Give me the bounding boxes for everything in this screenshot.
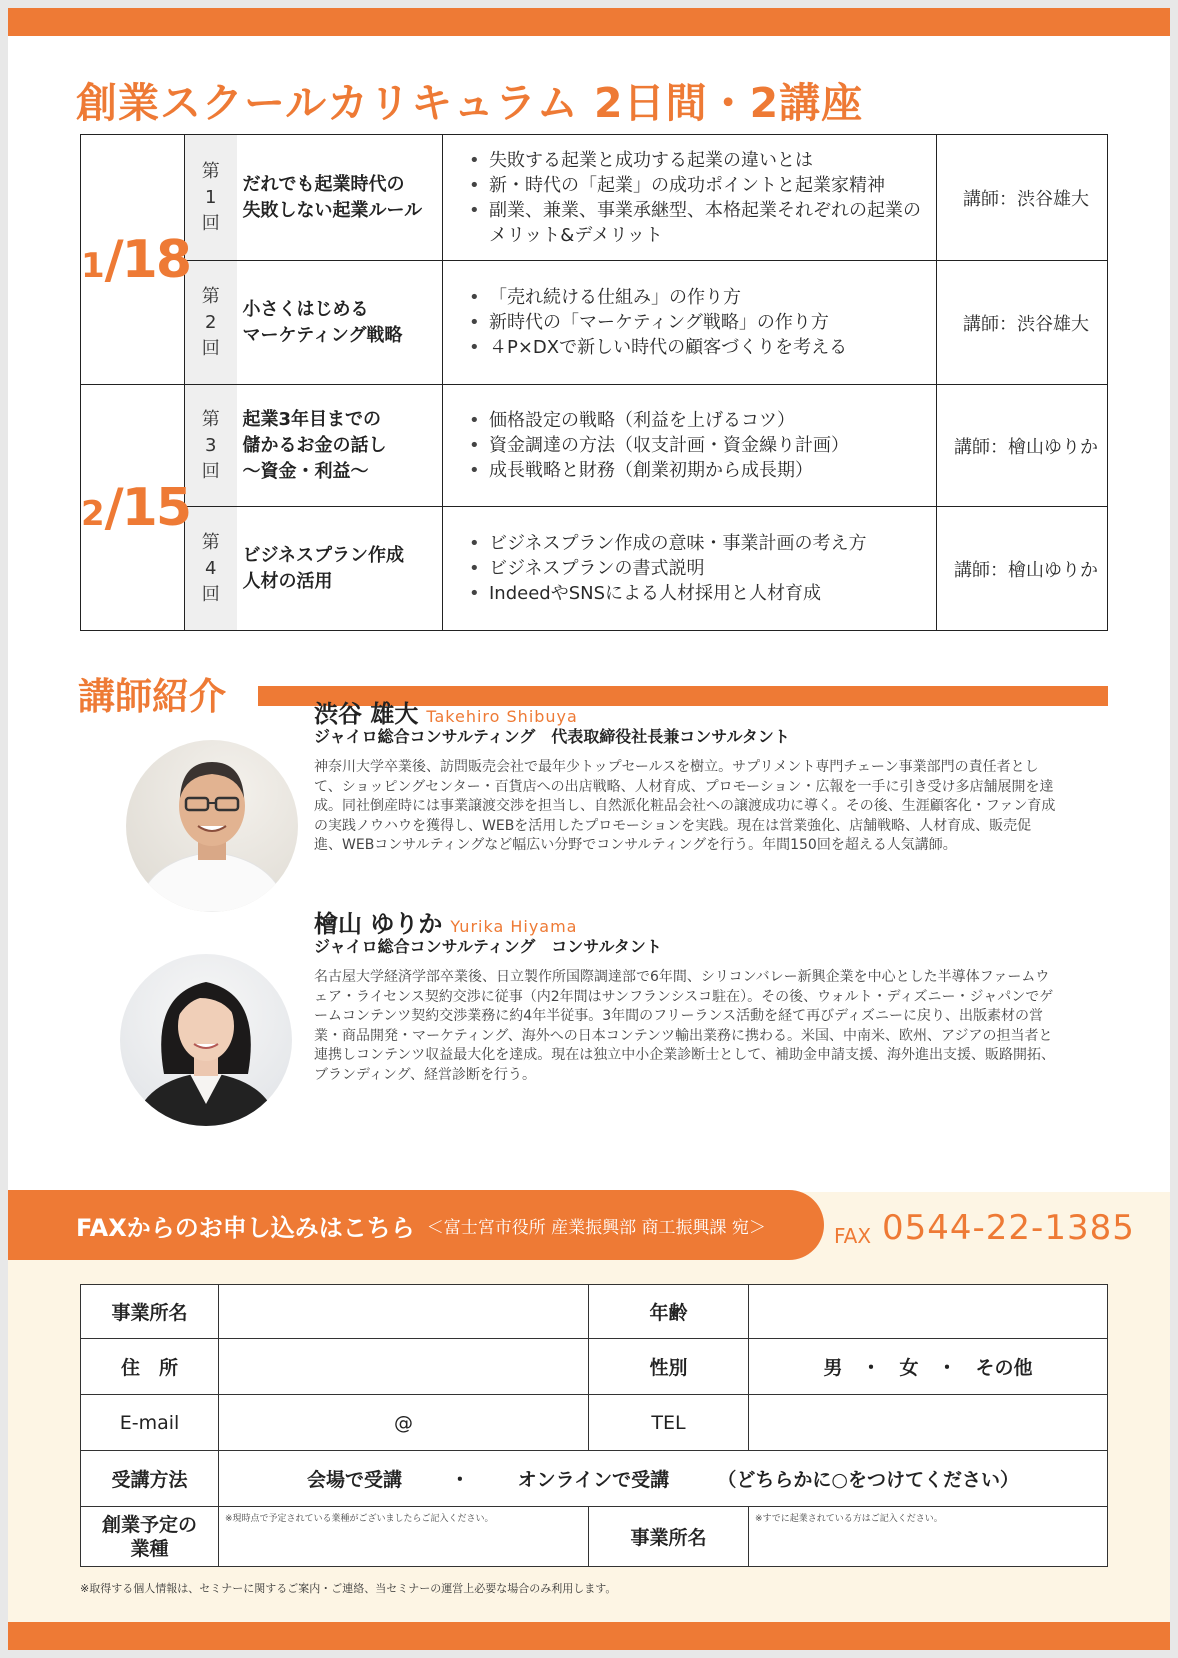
method-separator: ・ xyxy=(450,1469,470,1491)
gender-options[interactable]: 男 ・ 女 ・ その他 xyxy=(749,1339,1108,1395)
method-label: 受講方法 xyxy=(81,1451,219,1507)
session-title: だれでも起業時代の 失敗しない起業ルール xyxy=(237,135,443,261)
fax-number: 0544-22-1385 xyxy=(882,1208,1135,1248)
instructor-name: 渋谷 雄大 Takehiro Shibuya xyxy=(314,700,578,728)
company2-field[interactable] xyxy=(749,1507,1108,1567)
session-topics xyxy=(443,261,937,385)
instructor-name: 檜山 ゆりか Yurika Hiyama xyxy=(314,910,578,938)
age-label: 年齢 xyxy=(589,1285,749,1339)
industry-field[interactable] xyxy=(219,1507,589,1567)
address-label: 住 所 xyxy=(81,1339,219,1395)
topic-item: • 新時代の「マーケティング戦略」の作り方 xyxy=(469,310,936,335)
address-field[interactable] xyxy=(219,1339,589,1395)
topic-item: • 「売れ続ける仕組み」の作り方 xyxy=(469,285,936,310)
company2-note: ※すでに起業されている方はご記入ください。 xyxy=(755,1514,943,1524)
form-row xyxy=(81,1451,1108,1507)
instructor-photo xyxy=(126,740,298,912)
session-date: 2/15 xyxy=(81,385,185,631)
session-number: 第 4 回 xyxy=(185,507,237,631)
tel-field[interactable] xyxy=(749,1395,1108,1451)
session-number: 第 2 回 xyxy=(185,261,237,385)
topic-item: • 資金調達の方法（収支計画・資金繰り計画） xyxy=(469,433,936,458)
method-venue[interactable]: 会場で受講 xyxy=(307,1469,403,1491)
session-lecturer: 講師：渋谷雄大 xyxy=(937,135,1108,261)
session-topics xyxy=(443,507,937,631)
company-label: 事業所名 xyxy=(81,1285,219,1339)
topic-item: • 価格設定の戦略（利益を上げるコツ） xyxy=(469,408,936,433)
session-title: 起業3年目までの 儲かるお金の話し 〜資金・利益〜 xyxy=(237,385,443,507)
fax-label: FAX xyxy=(834,1224,872,1248)
company-field[interactable] xyxy=(219,1285,589,1339)
form-row xyxy=(81,1507,1108,1567)
topic-item: • ４P×DXで新しい時代の顧客づくりを考える xyxy=(469,335,936,360)
fax-banner-title: FAXからのお申し込みはこちら xyxy=(76,1213,415,1242)
session-date: 1/18 xyxy=(81,135,185,385)
instructor-company: ジャイロ総合コンサルティング コンサルタント xyxy=(314,937,662,956)
industry-note: ※現時点で予定されている業種がございましたらご記入ください。 xyxy=(225,1514,494,1524)
top-accent-bar xyxy=(8,8,1170,36)
instructor-romaji: Takehiro Shibuya xyxy=(426,707,578,726)
form-row xyxy=(81,1285,1108,1339)
company2-label: 事業所名 xyxy=(589,1507,749,1567)
session-row xyxy=(81,261,1108,385)
topic-item: • 副業、兼業、事業承継型、本格起業それぞれの起業のメリット&デメリット xyxy=(469,198,936,248)
age-field[interactable] xyxy=(749,1285,1108,1339)
topic-item: • IndeedやSNSによる人材採用と人材育成 xyxy=(469,581,936,606)
gender-label: 性別 xyxy=(589,1339,749,1395)
industry-label: 創業予定の 業種 xyxy=(81,1507,219,1567)
email-field[interactable]: @ xyxy=(219,1395,589,1451)
session-row xyxy=(81,385,1108,507)
topic-item: • 失敗する起業と成功する起業の違いとは xyxy=(469,148,936,173)
instructor-bio: 名古屋大学経済学部卒業後、日立製作所国際調達部で6年間、シリコンバレー新興企業を中心とした半導体ファームウェア・ライセンス契約交渉に従事（内2年間はサンフランシスコ駐在）。その後、ウォルト・ディズニー・ジャパンでゲームコンテンツ契約交渉業務に約4年半従事。3年間のフリーランス活動を経て再びディズニーに戻り、出版素材の営業・商品開発・マーケティング、海外への日本コンテンツ輸出業務に携わる。米国、中南米、欧州、アジアの担当者と連携しコンテンツ収益最大化を達成。現在は独立中小企業診断士として、補助金申請支援、海外進出支援、販路開拓、ブランディング、経営診断を行う。 xyxy=(314,969,1056,1083)
bottom-accent-bar xyxy=(8,1622,1170,1650)
session-title: 小さくはじめる マーケティング戦略 xyxy=(237,261,443,385)
page-title: 創業スクールカリキュラム 2日間・2講座 xyxy=(76,79,864,127)
instructors-heading: 講師紹介 xyxy=(78,675,226,718)
session-title: ビジネスプラン作成 人材の活用 xyxy=(237,507,443,631)
application-form xyxy=(80,1284,1108,1567)
form-row xyxy=(81,1339,1108,1395)
method-note: （どちらかに○をつけてください） xyxy=(717,1469,1019,1491)
instructor-romaji: Yurika Hiyama xyxy=(450,917,578,936)
session-topics xyxy=(443,385,937,507)
session-topics xyxy=(443,135,937,261)
instructor-bio: 神奈川大学卒業後、訪問販売会社で最年少トップセールスを樹立。サプリメント専門チェーン事業部門の責任者として、ショッピングセンター・百貨店への出店戦略、人材育成、プロモーション・広報を一手に引き受け多店舗展開を達成。同社倒産時には事業譲渡交渉を担当し、自然派化粧品会社への譲渡成功に導く。その後、生涯顧客化・ファン育成の実践ノウハウを獲得し、WEBを活用したプロモーションを実践。現在は営業強化、店舗戦略、人材育成、販売促進、WEBコンサルティングなど幅広い分野でコンサルティングを行う。年間150回を超える人気講師。 xyxy=(314,759,1056,853)
session-lecturer: 講師：渋谷雄大 xyxy=(937,261,1108,385)
session-number: 第 1 回 xyxy=(185,135,237,261)
tel-label: TEL xyxy=(589,1395,749,1451)
form-row xyxy=(81,1395,1108,1451)
privacy-footnote: ※取得する個人情報は、セミナーに関するご案内・ご連絡、当セミナーの運営上必要な場合のみ利用します。 xyxy=(80,1582,617,1595)
method-online[interactable]: オンラインで受講 xyxy=(517,1469,670,1491)
session-lecturer: 講師：檜山ゆりか xyxy=(937,507,1108,631)
topic-item: • 成長戦略と財務（創業初期から成長期） xyxy=(469,458,936,483)
method-options[interactable] xyxy=(219,1451,1108,1507)
fax-banner xyxy=(8,1190,824,1260)
instructor-company: ジャイロ総合コンサルティング 代表取締役社長兼コンサルタント xyxy=(314,727,790,746)
curriculum-table xyxy=(80,134,1108,631)
flyer-page xyxy=(8,8,1170,1650)
topic-item: • 新・時代の「起業」の成功ポイントと起業家精神 xyxy=(469,173,936,198)
session-row xyxy=(81,135,1108,261)
fax-destination: ＜富士宮市役所 産業振興部 商工振興課 宛＞ xyxy=(426,1217,766,1238)
instructor-photo xyxy=(120,954,292,1126)
session-row xyxy=(81,507,1108,631)
session-number: 第 3 回 xyxy=(185,385,237,507)
email-label: E-mail xyxy=(81,1395,219,1451)
session-lecturer: 講師：檜山ゆりか xyxy=(937,385,1108,507)
topic-item: • ビジネスプランの書式説明 xyxy=(469,556,936,581)
topic-item: • ビジネスプラン作成の意味・事業計画の考え方 xyxy=(469,531,936,556)
